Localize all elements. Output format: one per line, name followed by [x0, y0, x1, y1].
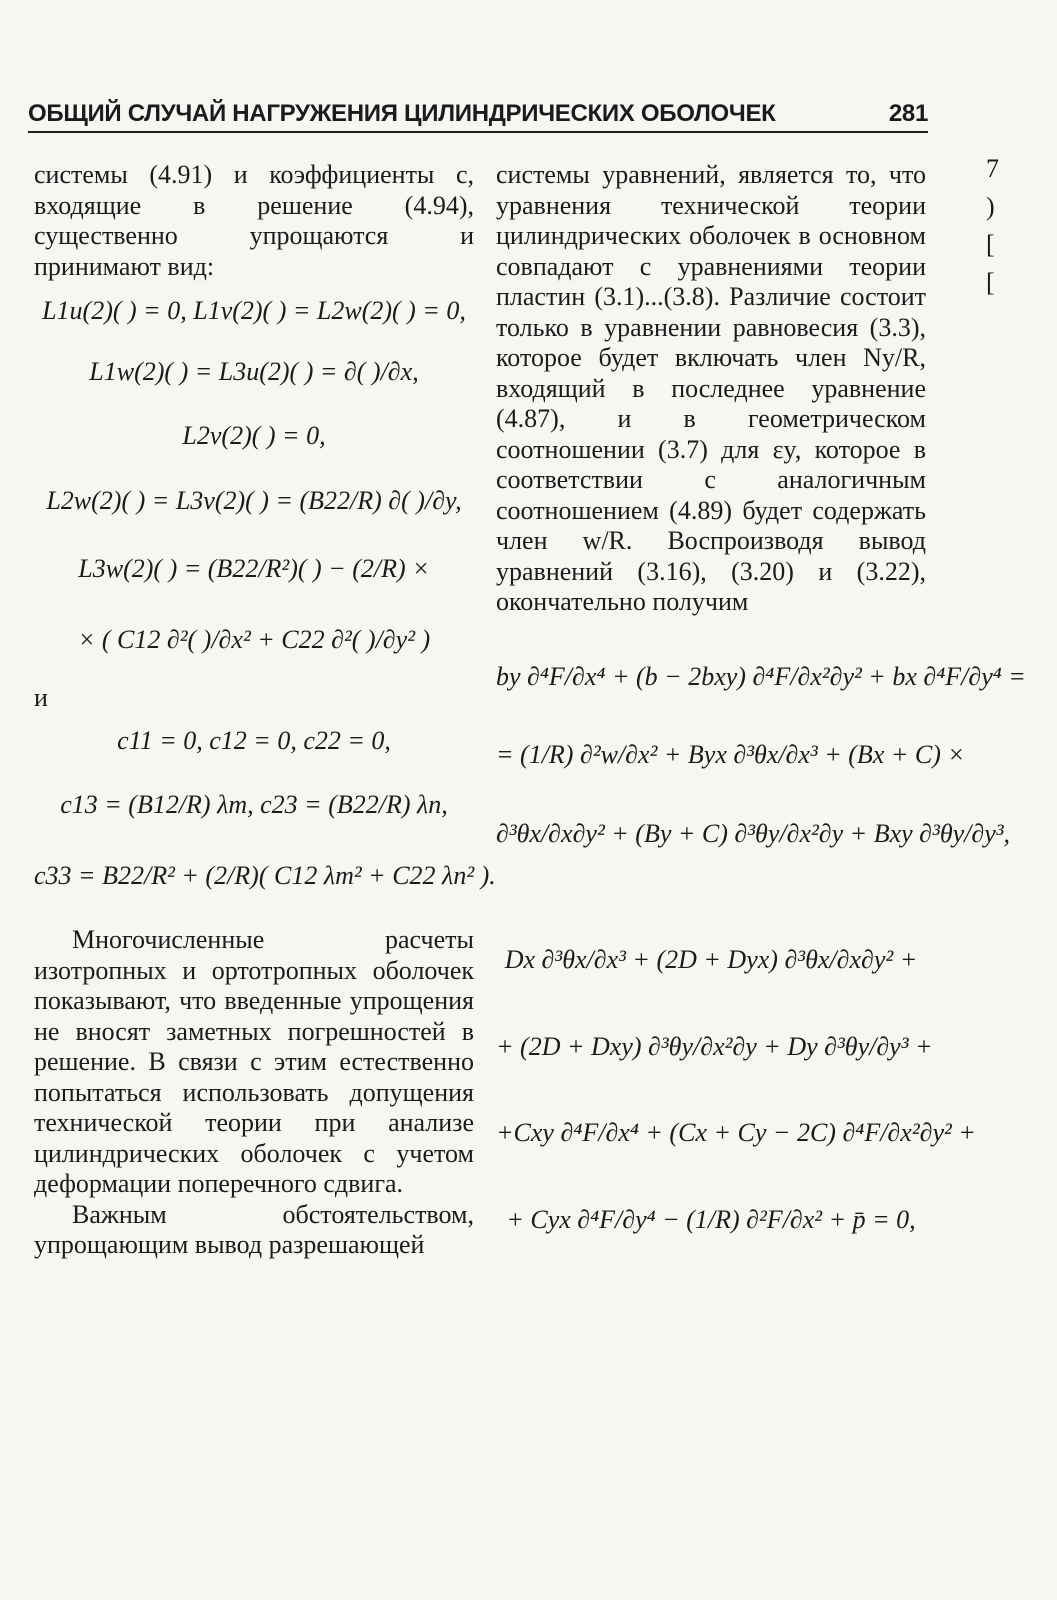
header-title: ОБЩИЙ СЛУЧАЙ НАГРУЖЕНИЯ ЦИЛИНДРИЧЕСКИХ ОБОЛОЧЕК: [28, 100, 776, 127]
paragraph-2: Важным обстоятельством, упрощающим вывод разрешающей: [34, 1199, 474, 1259]
margin-mark: 7: [986, 154, 999, 183]
equation-r5: + (2D + Dxy) ∂³θy/∂x²∂y + Dy ∂³θy/∂y³ +: [496, 1031, 933, 1061]
right-column: [496, 160, 1026, 1241]
equation-6: × ( C12 ∂²( )/∂x² + C22 ∂²( )/∂y² ): [77, 624, 431, 654]
equation-r6: +Cxy ∂⁴F/∂x⁴ + (Cx + Cy − 2C) ∂⁴F/∂x²∂y² +: [496, 1118, 976, 1147]
equation-8: c13 = (B12/R) λm, c23 = (B22/R) λn,: [60, 790, 448, 819]
right-paragraph: системы уравнений, является то, что уравнения технической теории цилиндрических оболочек в основном совпадают с уравнениями теории пластин (3.1)...(3.8). Различие состоит только в уравнении равновесия (3.3), которое будет включать член Ny/R, входящий в последнее уравнение (4.87), и в геометрическом соотношении (3.7) для εy, которое в соответствии с аналогичным соотношением (4.89) будет содержать член w/R. Воспроизводя вывод уравнений (3.16), (3.20) и (3.22), окончательно получим: [496, 160, 926, 616]
equation-9: c33 = B22/R² + (2/R)( C12 λm² + C22 λn² ).: [34, 860, 496, 890]
page-number: 281: [888, 100, 928, 127]
margin-mark: [: [986, 268, 995, 297]
equation-3: L2v(2)( ) = 0,: [182, 421, 326, 450]
margin-mark: ): [986, 192, 995, 221]
equation-r1: by ∂⁴F/∂x⁴ + (b − 2bxy) ∂⁴F/∂x²∂y² + bx ∂⁴F/∂y⁴ =: [496, 661, 1026, 691]
equation-r3: ∂³θx/∂x∂y² + (By + C) ∂³θy/∂x²∂y + Bxy ∂³θy/∂y³,: [496, 818, 1011, 848]
margin-marks: [986, 150, 999, 302]
equation-r2: = (1/R) ∂²w/∂x² + Byx ∂³θx/∂x³ + (Bx + C) ×: [496, 740, 965, 769]
equation-4: L2w(2)( ) = L3v(2)( ) = (B22/R) ∂( )/∂y,: [46, 485, 462, 515]
equation-2: L1w(2)( ) = L3u(2)( ) = ∂( )/∂x,: [89, 356, 419, 386]
equation-5: L3w(2)( ) = (B22/R²)( ) − (2/R) ×: [78, 554, 430, 583]
paragraph-1: Многочисленные расчеты изотропных и ортотропных оболочек показывают, что введенные упрощения не вносят заметных погрешностей в решение. В связи с этим естественно попытаться использовать допущения технической теории при анализе цилиндрических оболочек с учетом деформации поперечного сдвига.: [34, 925, 474, 1198]
equation-7: c11 = 0, c12 = 0, c22 = 0,: [117, 725, 391, 755]
conjunction: и: [34, 683, 48, 712]
margin-mark: [: [986, 230, 995, 259]
running-header: [28, 100, 928, 133]
intro-paragraph: системы (4.91) и коэффициенты c, входящие в решение (4.94), существенно упрощаются и принимают вид:: [34, 160, 474, 281]
left-column: [34, 160, 496, 1261]
equation-1: L1u(2)( ) = 0, L1v(2)( ) = L2w(2)( ) = 0,: [42, 296, 466, 325]
equation-r4: Dx ∂³θx/∂x³ + (2D + Dyx) ∂³θx/∂x∂y² +: [504, 945, 918, 974]
equation-r7: + Cyx ∂⁴F/∂y⁴ − (1/R) ∂²F/∂x² + p̄ = 0,: [506, 1204, 916, 1234]
